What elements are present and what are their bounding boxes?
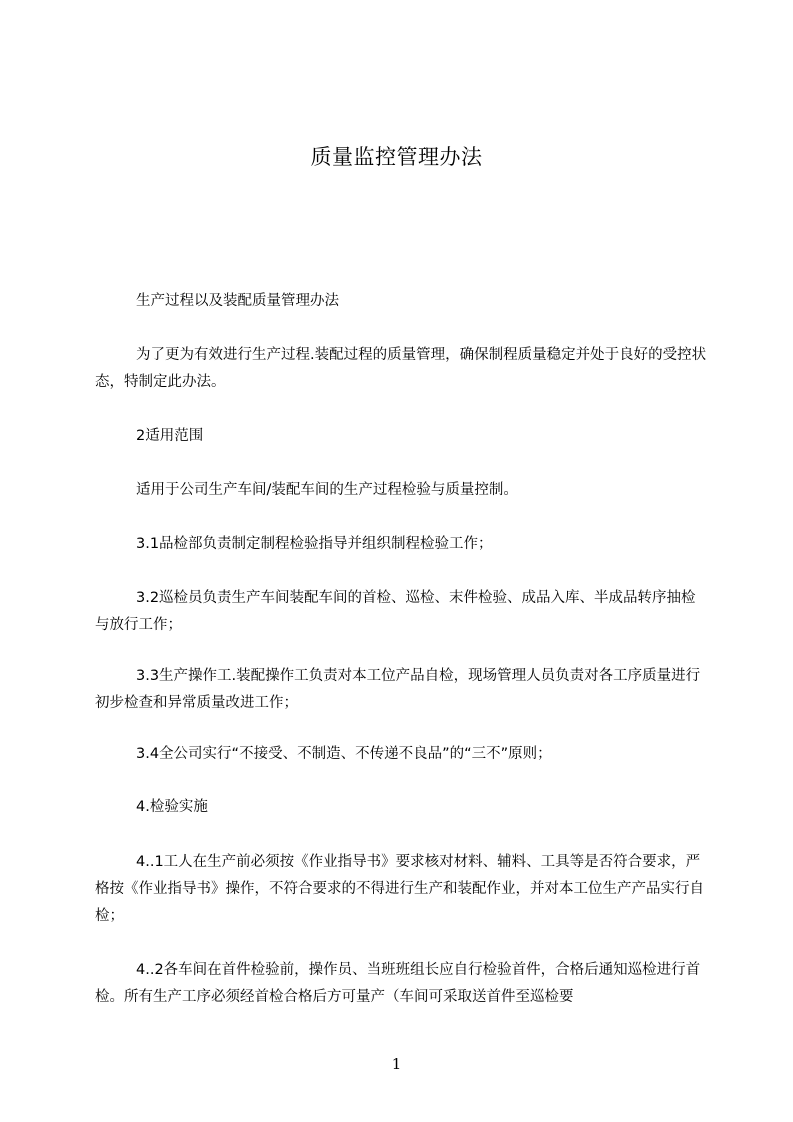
paragraph-purpose: 为了更为有效进行生产过程.装配过程的质量管理，确保制程质量稳定并处于良好的受控状态，特制定此办法。	[95, 347, 707, 390]
document-title: 质量监控管理办法	[310, 145, 483, 169]
paragraph-4-1: 4..1工人在生产前必须按《作业指导书》要求核对材料、辅料、工具等是否符合要求，严格按《作业指导书》操作，不符合要求的不得进行生产和装配作业，并对本工位生产产品实行自检；	[95, 854, 704, 924]
paragraph-3-3: 3.3生产操作工.装配操作工负责对本工位产品自检，现场管理人员负责对各工序质量进行初步检查和异常质量改进工作；	[95, 668, 701, 711]
section-heading-inspection: 4.检验实施	[136, 799, 208, 815]
section-heading: 生产过程以及装配质量管理办法	[136, 293, 339, 309]
section-heading-scope: 2适用范围	[136, 428, 204, 444]
page-number: 1	[391, 1055, 402, 1073]
paragraph-4-2: 4..2各车间在首件检验前，操作员、当班班组长应自行检验首件，合格后通知巡检进行首检。所有生产工序必须经首检合格后方可量产（车间可采取送首件至巡检要	[95, 962, 701, 1005]
paragraph-3-2: 3.2巡检员负责生产车间装配车间的首检、巡检、末件检验、成品入库、半成品转序抽检与放行工作；	[95, 590, 696, 633]
paragraph-3-4: 3.4全公司实行“不接受、不制造、不传递不良品”的“三不”原则；	[136, 746, 552, 762]
paragraph-scope: 适用于公司生产车间/装配车间的生产过程检验与质量控制。	[136, 482, 518, 498]
paragraph-3-1: 3.1品检部负责制定制程检验指导并组织制程检验工作；	[136, 536, 493, 552]
